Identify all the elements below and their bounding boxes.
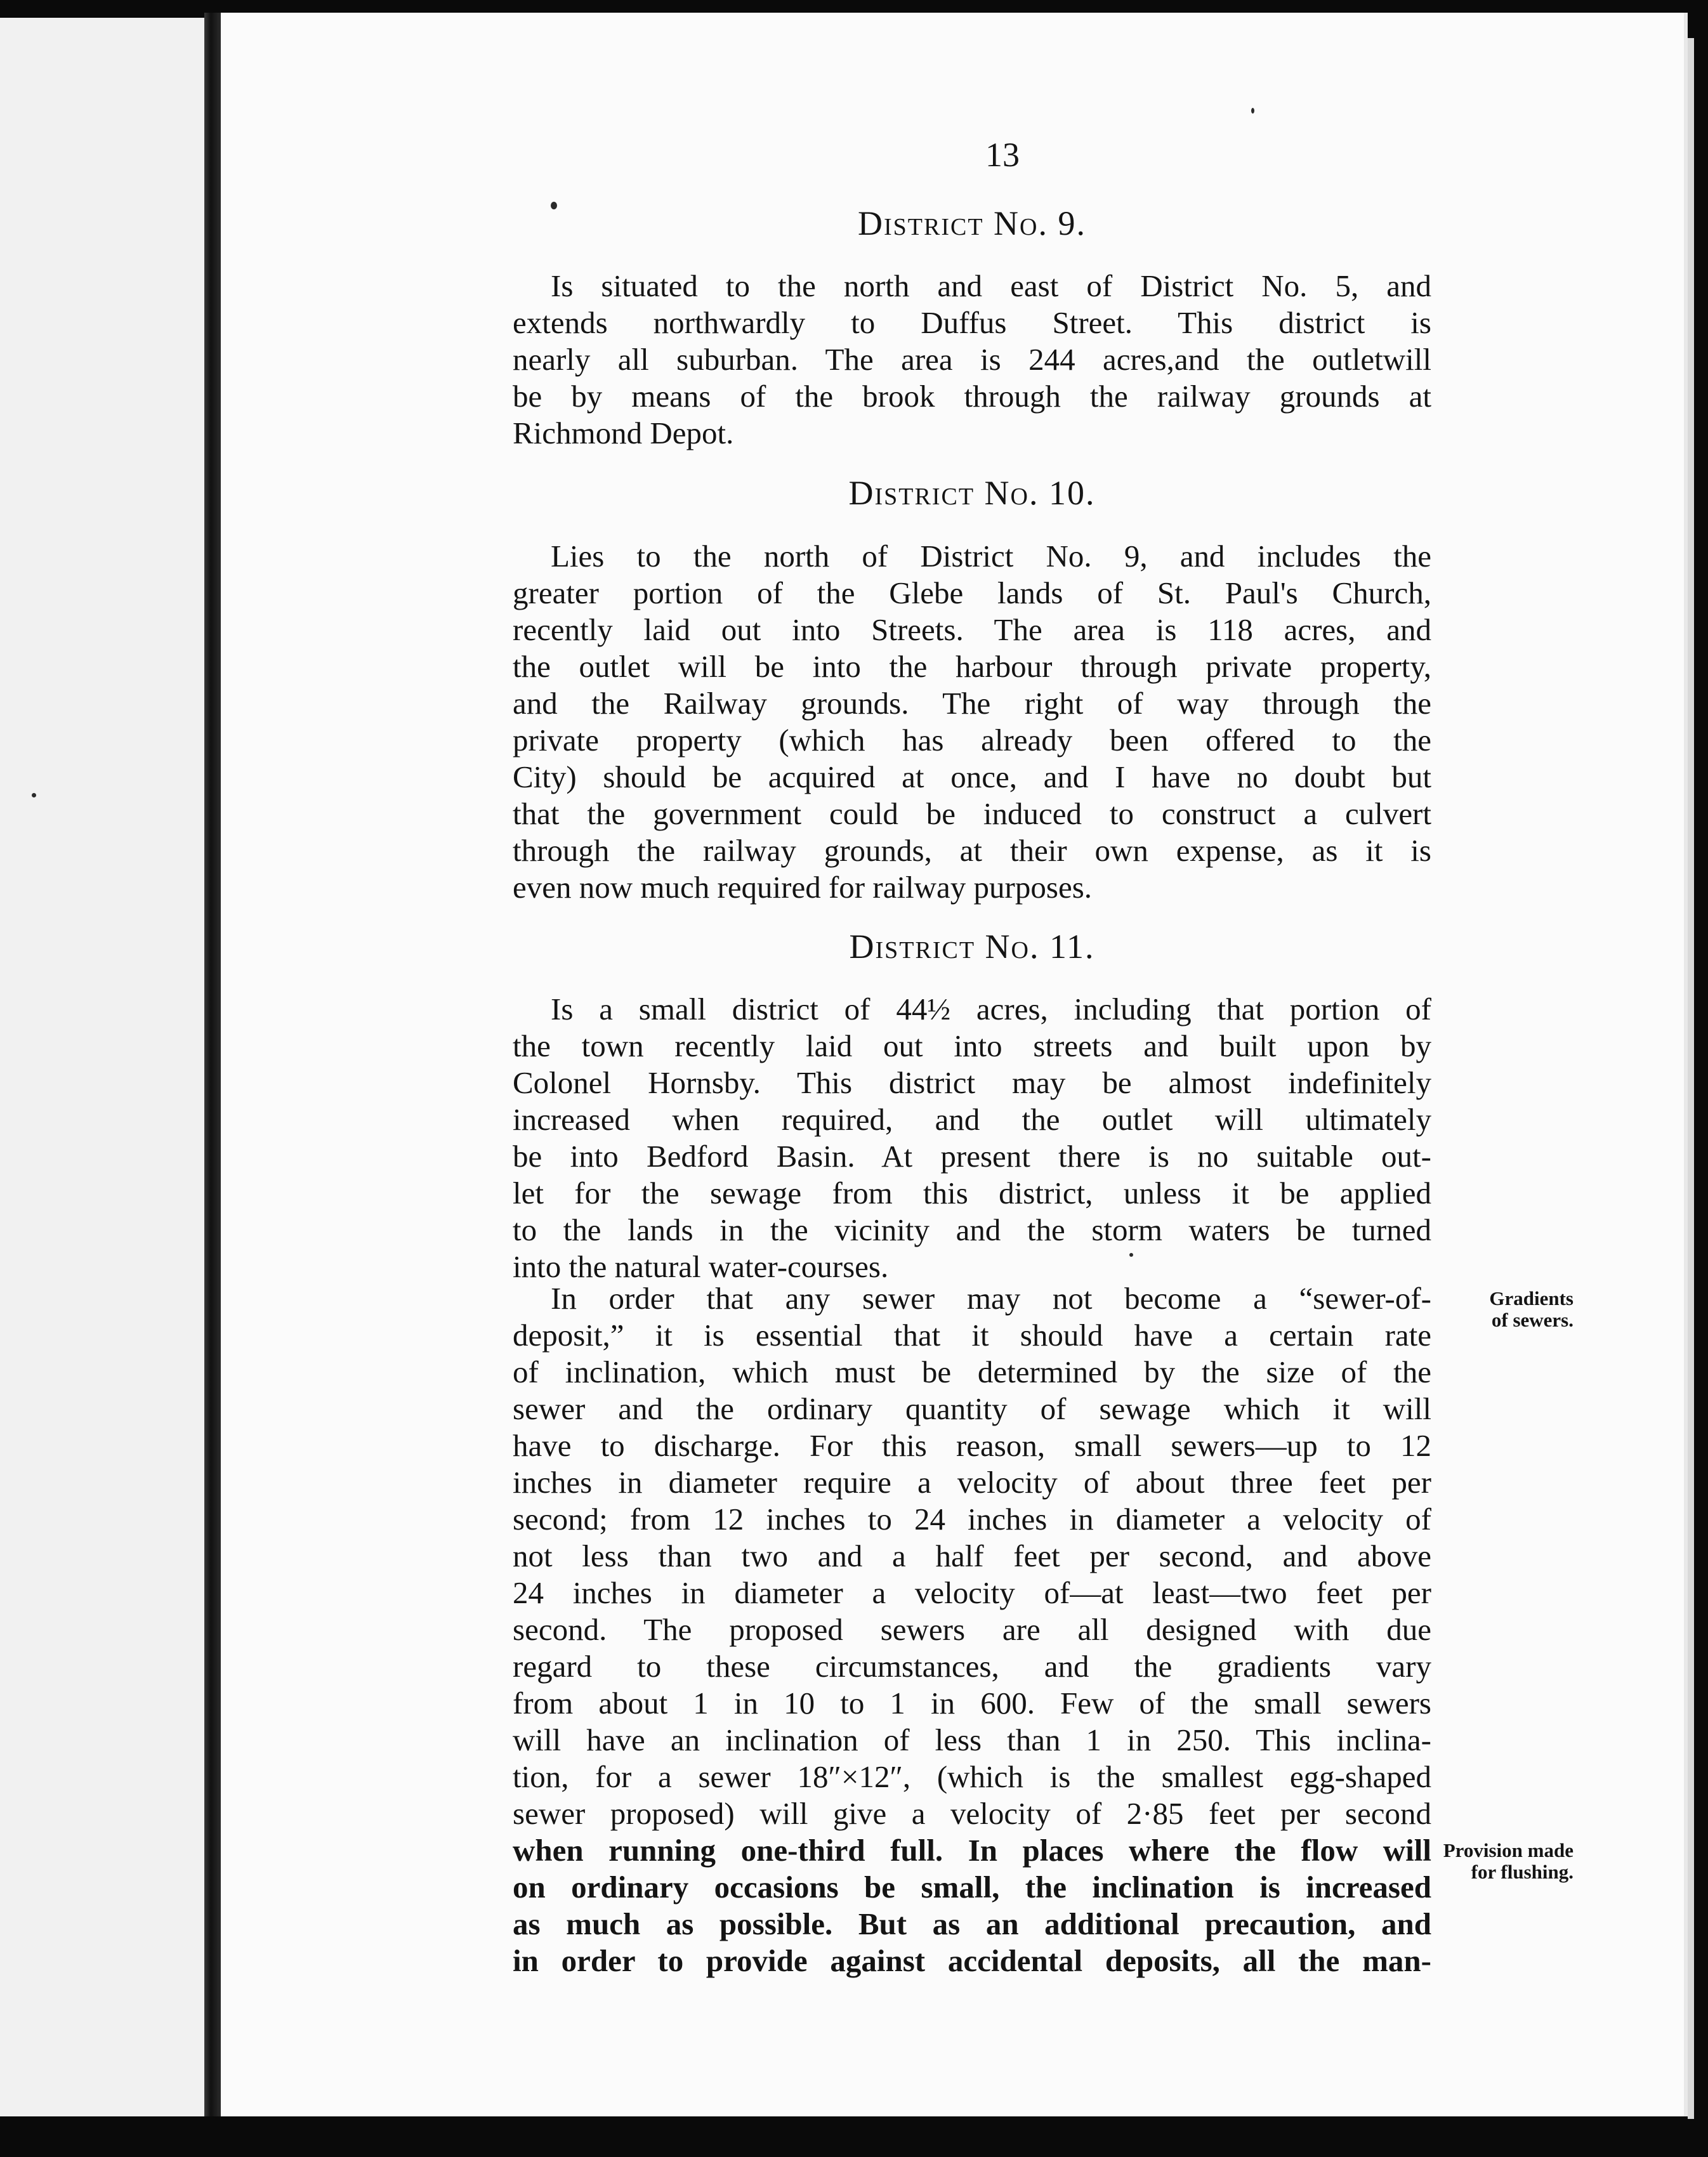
text-line: that the government could be induced to construct a culvert: [513, 796, 1431, 831]
text-line: sewer proposed) will give a velocity of 2·85 feet per second: [513, 1796, 1431, 1831]
text-line: even now much required for railway purposes.: [513, 870, 1093, 905]
text-line: regard to these circumstances, and the gradients vary: [513, 1649, 1431, 1684]
text-line: in order to provide against accidental deposits, all the man-: [513, 1943, 1431, 1978]
marginal-note-flushing-line: Provision made: [1443, 1839, 1573, 1861]
text-line: be into Bedford Basin. At present there is no suitable out-: [513, 1139, 1431, 1174]
text-line: be by means of the brook through the railway grounds at: [513, 379, 1431, 414]
page-number: 13: [985, 136, 1020, 174]
text-line: not less than two and a half feet per second, and above: [513, 1538, 1431, 1573]
text-line: Colonel Hornsby. This district may be almost indefinitely: [513, 1065, 1431, 1100]
marginal-note-gradients-line: of sewers.: [1491, 1309, 1573, 1331]
heading-district-9: District No. 9.: [858, 204, 1086, 242]
text-line: nearly all suburban. The area is 244 acres,and the outletwill: [513, 342, 1431, 377]
text-line: have to discharge. For this reason, small sewers—up to 12: [513, 1428, 1431, 1463]
text-line: private property (which has already been offered to the: [513, 723, 1431, 757]
text-line: Is a small district of 44½ acres, including that portion of: [551, 992, 1431, 1026]
heading-district-10: District No. 10.: [848, 474, 1096, 512]
text-line: and the Railway grounds. The right of way through the: [513, 686, 1431, 721]
text-line: 24 inches in diameter a velocity of—at least—two feet per: [513, 1575, 1431, 1610]
facing-page-fragment: [0, 18, 204, 2116]
text-line: extends northwardly to Duffus Street. This district is: [513, 305, 1431, 340]
text-line: Lies to the north of District No. 9, and includes the: [551, 539, 1431, 574]
marginal-note-gradients-line: Gradients: [1489, 1287, 1573, 1309]
ink-speck: [32, 793, 36, 797]
text-line: to the lands in the vicinity and the storm waters be turned: [513, 1212, 1431, 1247]
marginal-note-flushing-line: for flushing.: [1471, 1861, 1573, 1883]
text-line: In order that any sewer may not become a “sewer-of-: [551, 1281, 1431, 1316]
text-line: through the railway grounds, at their own expense, as it is: [513, 833, 1431, 868]
text-line: on ordinary occasions be small, the inclination is increased: [513, 1870, 1431, 1905]
heading-district-11: District No. 11.: [849, 928, 1095, 966]
text-line: the town recently laid out into streets and built upon by: [513, 1028, 1431, 1063]
text-line: into the natural water-courses.: [513, 1249, 889, 1284]
text-line: recently laid out into Streets. The area is 118 acres, and: [513, 612, 1431, 647]
text-line: as much as possible. But as an additional precaution, and: [513, 1906, 1431, 1941]
ink-speck: [1251, 108, 1254, 114]
text-line: Is situated to the north and east of District No. 5, and: [551, 268, 1431, 303]
text-line: deposit,” it is essential that it should have a certain rate: [513, 1318, 1431, 1353]
text-line: increased when required, and the outlet will ultimately: [513, 1102, 1431, 1137]
text-line: will have an inclination of less than 1 in 250. This inclina-: [513, 1722, 1431, 1757]
text-line: City) should be acquired at once, and I have no doubt but: [513, 759, 1431, 794]
text-line: tion, for a sewer 18″×12″, (which is the smallest egg-shaped: [513, 1759, 1431, 1794]
book-gutter: [204, 13, 221, 2116]
page-edge: [1688, 38, 1694, 2119]
text-line: when running one-third full. In places where the flow will: [513, 1833, 1431, 1868]
text-line: let for the sewage from this district, unless it be applied: [513, 1176, 1431, 1210]
text-line: Richmond Depot.: [513, 416, 734, 450]
text-line: second. The proposed sewers are all designed with due: [513, 1612, 1431, 1647]
text-line: of inclination, which must be determined by the size of the: [513, 1354, 1431, 1389]
text-line: from about 1 in 10 to 1 in 600. Few of the small sewers: [513, 1686, 1431, 1721]
text-line: sewer and the ordinary quantity of sewage which it will: [513, 1391, 1431, 1426]
text-line: the outlet will be into the harbour through private property,: [513, 649, 1431, 684]
text-line: greater portion of the Glebe lands of St. Paul's Church,: [513, 575, 1431, 610]
text-line: inches in diameter require a velocity of about three feet per: [513, 1465, 1431, 1500]
text-line: second; from 12 inches to 24 inches in diameter a velocity of: [513, 1502, 1431, 1537]
